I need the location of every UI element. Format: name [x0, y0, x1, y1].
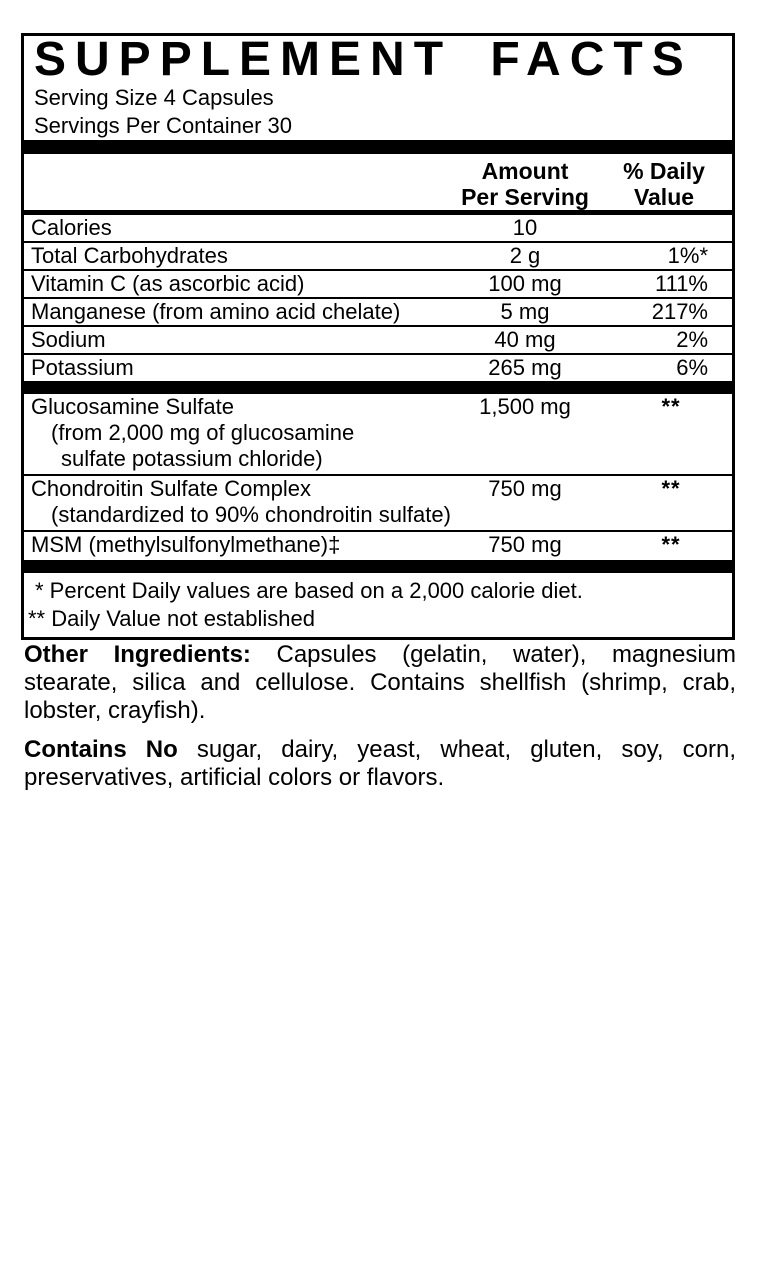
separator-bar-top	[24, 140, 732, 154]
daily-header-line2: Value	[633, 184, 695, 210]
other-ingredients-paragraph	[24, 641, 736, 725]
nutrient-daily-value: 2%	[676, 327, 708, 352]
compound-amount: 750 mg	[488, 532, 562, 557]
other-ingredients-text: Capsules (gelatin, water), magnesium stearate, silica and cellulose. Contains shellfish (shrimp, crab, lobster, crayfish).	[24, 641, 736, 724]
nutrient-row-manganese	[24, 297, 732, 325]
nutrient-amount: 5 mg	[500, 299, 550, 324]
compound-daily-value: **	[661, 532, 681, 557]
nutrient-row-vitamin-c	[24, 269, 732, 297]
amount-header-line1: Amount	[481, 158, 569, 184]
compound-name: Chondroitin Sulfate Complex	[31, 476, 312, 501]
nutrient-daily-value: 1%*	[667, 243, 708, 268]
compound-row-msm	[24, 530, 732, 560]
column-header-row	[24, 154, 732, 215]
nutrient-row-total-carbohydrates	[24, 241, 732, 269]
footnotes	[24, 573, 732, 637]
nutrient-amount: 10	[512, 215, 538, 240]
compound-main-line	[24, 476, 732, 502]
nutrient-name: Manganese (from amino acid chelate)	[31, 299, 401, 324]
compound-amount: 750 mg	[488, 476, 562, 501]
compound-daily-value: **	[661, 394, 681, 419]
compound-row-glucosamine-sulfate	[24, 394, 732, 474]
contains-no-paragraph	[24, 736, 736, 792]
label-footer	[24, 641, 736, 803]
compound-sub-line: (standardized to 90% chondroitin sulfate)	[51, 502, 451, 527]
daily-header-line1: % Daily	[623, 158, 705, 184]
nutrient-row-calories	[24, 215, 732, 241]
nutrient-name: Vitamin C (as ascorbic acid)	[31, 271, 305, 296]
compound-sub-line: (from 2,000 mg of glucosamine	[51, 420, 355, 445]
nutrient-daily-value: 111%	[654, 271, 708, 296]
nutrient-name: Sodium	[31, 327, 106, 352]
nutrient-row-potassium	[24, 353, 732, 381]
contains-no-lead: Contains No	[24, 736, 178, 763]
supplement-facts-panel	[21, 33, 735, 640]
footnote-percent-daily-value: * Percent Daily values are based on a 2,000 calorie diet.	[35, 578, 583, 603]
amount-header-line2: Per Serving	[461, 184, 589, 210]
nutrient-row-sodium	[24, 325, 732, 353]
serving-size: Serving Size 4 Capsules	[34, 85, 274, 110]
footnote-daily-value-not-established: ** Daily Value not established	[28, 606, 315, 631]
servings-per-container: Servings Per Container 30	[34, 113, 293, 138]
compound-main-line	[24, 394, 732, 420]
nutrient-amount: 2 g	[509, 243, 541, 268]
column-header-spacer	[24, 158, 430, 210]
other-ingredients-lead: Other Ingredients:	[24, 641, 251, 668]
compound-name: MSM (methylsulfonylmethane)‡	[31, 532, 341, 557]
compound-name: Glucosamine Sulfate	[31, 394, 234, 419]
panel-title: SUPPLEMENT FACTS	[34, 36, 693, 84]
separator-bar-middle	[24, 381, 732, 394]
nutrient-amount: 265 mg	[488, 355, 562, 380]
contains-no-text: sugar, dairy, yeast, wheat, gluten, soy, corn, preservatives, artificial colors or flavors.	[24, 736, 736, 791]
nutrient-daily-value: 217%	[651, 299, 708, 324]
compound-daily-value: **	[661, 476, 681, 501]
nutrient-amount: 40 mg	[494, 327, 556, 352]
nutrient-name: Total Carbohydrates	[31, 243, 228, 268]
compound-row-chondroitin-sulfate-complex	[24, 474, 732, 530]
nutrient-name: Potassium	[31, 355, 134, 380]
column-header-amount	[430, 158, 620, 210]
compound-sub-line: sulfate potassium chloride)	[61, 446, 323, 471]
nutrient-amount: 100 mg	[488, 271, 562, 296]
separator-bar-bottom	[24, 560, 732, 573]
compound-amount: 1,500 mg	[479, 394, 571, 419]
column-header-daily-value	[620, 158, 732, 210]
nutrient-name: Calories	[31, 215, 112, 240]
nutrient-daily-value: 6%	[676, 355, 708, 380]
compound-main-line	[24, 532, 732, 560]
